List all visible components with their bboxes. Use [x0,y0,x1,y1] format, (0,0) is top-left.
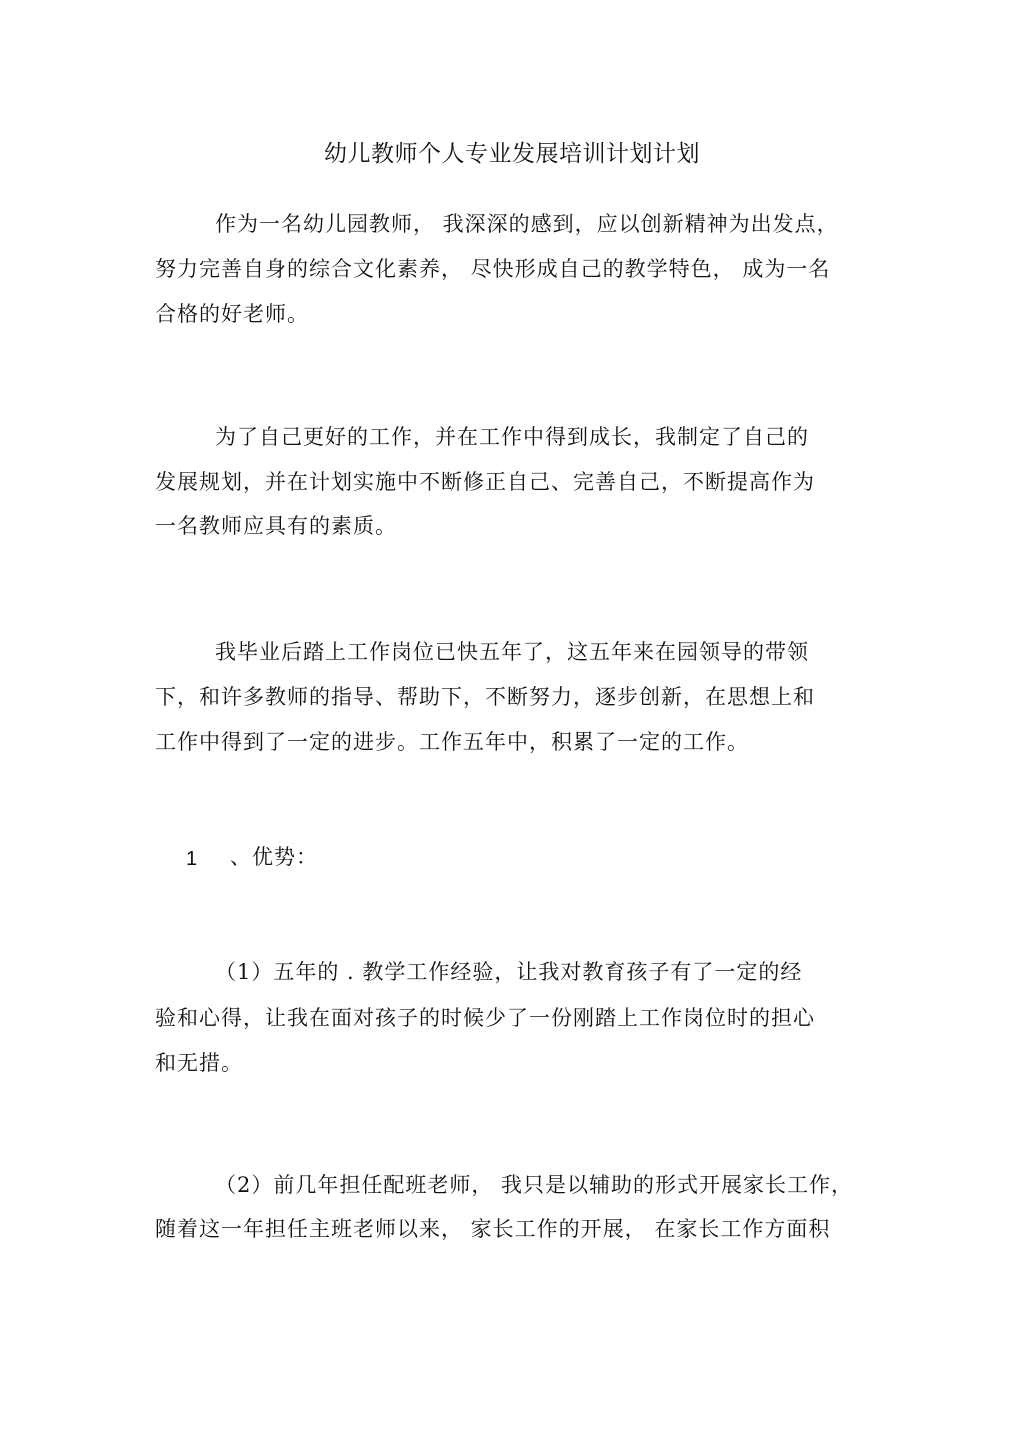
paragraph-2-line-3: 一名教师应具有的素质。 [155,514,397,538]
paragraph-3-line-3: 工作中得到了一定的进步。工作五年中，积累了一定的工作。 [155,730,749,754]
item-1-line-1: （1）五年的 . 教学工作经验，让我对教育孩子有了一定的经 [215,960,803,984]
item-1-line-3: 和无措。 [155,1051,243,1075]
paragraph-3-line-1: 我毕业后踏上工作岗位已快五年了，这五年来在园领导的带领 [215,640,809,664]
document-title: 幼儿教师个人专业发展培训计划计划 [324,141,700,167]
section-number: 1 [186,848,198,870]
item-2-line-2: 随着这一年担任主班老师以来， 家长工作的开展， 在家长工作方面积 [155,1217,831,1241]
paragraph-3-line-2: 下，和许多教师的指导、帮助下，不断努力，逐步创新，在思想上和 [155,685,815,709]
paragraph-2-line-1: 为了自己更好的工作，并在工作中得到成长，我制定了自己的 [215,425,809,449]
paragraph-2-line-2: 发展规划，并在计划实施中不断修正自己、完善自己，不断提高作为 [155,470,815,494]
paragraph-1-line-3: 合格的好老师。 [155,302,309,326]
paragraph-1-line-2: 努力完善自身的综合文化素养， 尽快形成自己的教学特色， 成为一名 [155,257,831,281]
paragraph-1-line-1: 作为一名幼儿园教师， 我深深的感到，应以创新精神为出发点， [215,212,839,236]
item-2-line-1: （2）前几年担任配班老师， 我只是以辅助的形式开展家长工作， [215,1173,854,1197]
item-1-line-2: 验和心得，让我在面对孩子的时候少了一份刚踏上工作岗位时的担心 [155,1006,815,1030]
section-heading: 、优势： [230,845,318,869]
